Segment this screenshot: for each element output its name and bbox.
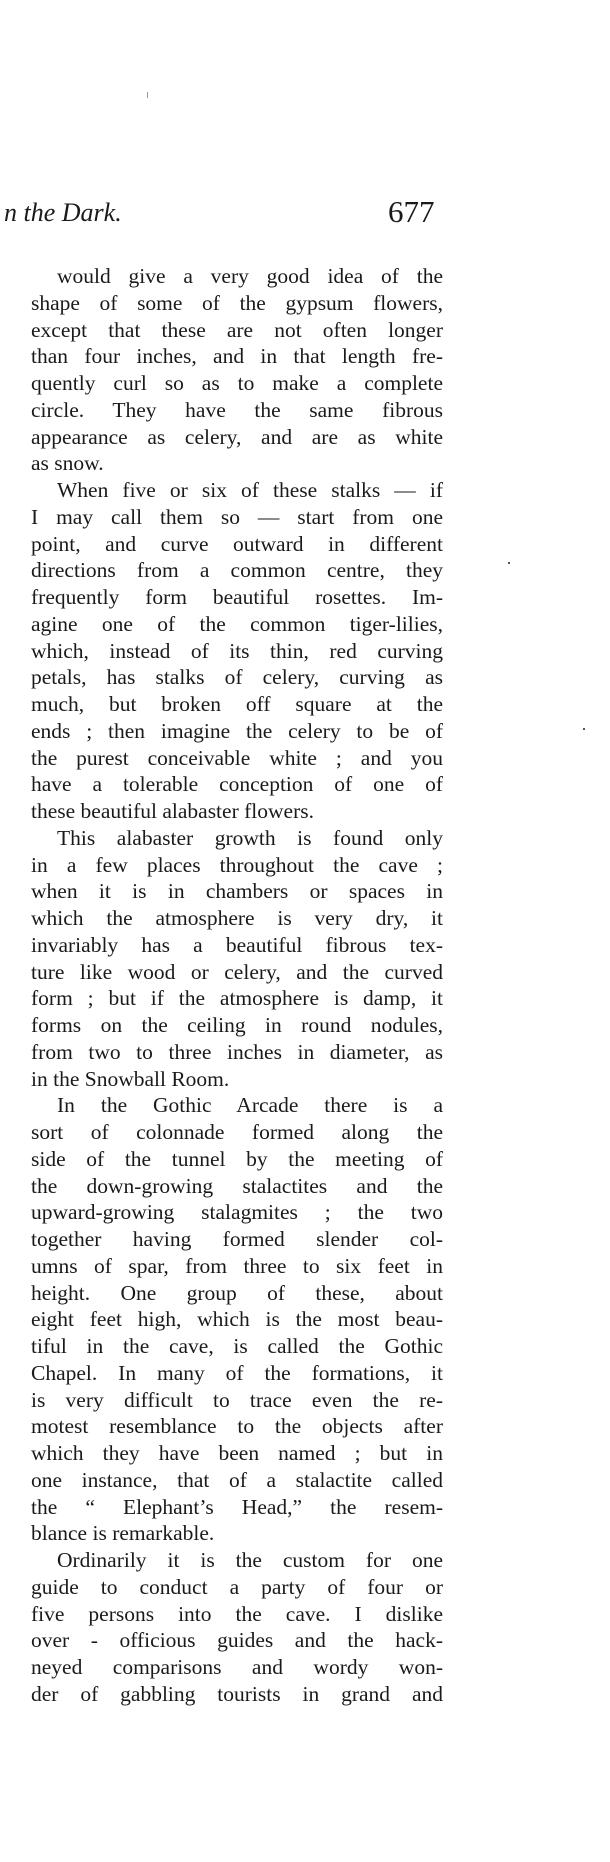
text-line: petals, has stalks of celery, curving as — [31, 665, 443, 690]
page-number: 677 — [388, 194, 435, 229]
text-line: appearance as celery, and are as white — [31, 424, 443, 449]
text-line: eight feet high, which is the most beau- — [31, 1307, 443, 1332]
body-text — [31, 263, 443, 1708]
text-line: side of the tunnel by the meeting of — [31, 1146, 443, 1171]
text-line: over - officious guides and the hack- — [31, 1628, 443, 1653]
text-line: shape of some of the gypsum flowers, — [31, 290, 443, 315]
text-line: when it is in chambers or spaces in — [31, 879, 443, 904]
text-line: together having formed slender col- — [31, 1227, 443, 1251]
running-head-title: n the Dark. — [4, 198, 122, 227]
text-line: which, instead of its thin, red curving — [31, 638, 443, 663]
paragraph — [31, 263, 443, 477]
text-line: Chapel. In many of the formations, it — [31, 1360, 443, 1385]
text-line: which the atmosphere is very dry, it — [31, 906, 443, 930]
text-line: guide to conduct a party of four or — [31, 1574, 443, 1599]
scan-speck — [147, 92, 148, 98]
text-line: the down-growing stalactites and the — [31, 1173, 443, 1198]
text-line: in the Snowball Room. — [31, 1066, 230, 1091]
paragraph — [31, 1092, 443, 1547]
paragraph — [31, 477, 443, 825]
text-line: the “ Elephant’s Head,” the resem- — [31, 1494, 443, 1519]
text-line: agine one of the common tiger-lilies, — [31, 611, 443, 636]
text-line: the purest conceivable white ; and you — [31, 745, 443, 770]
text-line: tiful in the cave, is called the Gothic — [31, 1334, 443, 1358]
text-line: in a few places throughout the cave ; — [31, 852, 443, 877]
scan-speck — [583, 728, 585, 730]
text-line: is very difficult to trace even the re- — [31, 1387, 443, 1412]
text-line: forms on the ceiling in round nodules, — [31, 1013, 443, 1037]
text-line: frequently form beautiful rosettes. Im- — [31, 585, 443, 609]
text-line: ends ; then imagine the celery to be of — [31, 718, 443, 743]
text-line: have a tolerable conception of one of — [31, 772, 443, 797]
paragraph — [31, 825, 443, 1093]
text-line: circle. They have the same fibrous — [31, 397, 443, 422]
text-line: which they have been named ; but in — [31, 1441, 443, 1465]
text-line: height. One group of these, about — [31, 1280, 443, 1305]
text-line: form ; but if the atmosphere is damp, it — [31, 986, 443, 1011]
text-line: these beautiful alabaster flowers. — [31, 799, 314, 823]
text-line: from two to three inches in diameter, as — [31, 1039, 443, 1064]
text-line: point, and curve outward in different — [31, 531, 443, 556]
text-line: motest resemblance to the objects after — [31, 1414, 443, 1439]
text-line: This alabaster growth is found only — [57, 825, 443, 850]
text-line: directions from a common centre, they — [31, 558, 443, 583]
text-line: ture like wood or celery, and the curved — [31, 959, 443, 984]
text-line: umns of spar, from three to six feet in — [31, 1253, 443, 1278]
text-line: as snow. — [31, 451, 104, 476]
text-line: invariably has a beautiful fibrous tex- — [31, 932, 443, 957]
text-line: neyed comparisons and wordy won- — [31, 1655, 443, 1679]
text-line: sort of colonnade formed along the — [31, 1120, 443, 1144]
text-line: except that these are not often longer — [31, 317, 443, 342]
text-line: der of gabbling tourists in grand and — [31, 1681, 443, 1706]
text-line: When five or six of these stalks — if — [57, 478, 443, 502]
text-line: one instance, that of a stalactite called — [31, 1467, 443, 1492]
text-line: blance is remarkable. — [31, 1521, 215, 1546]
text-line: In the Gothic Arcade there is a — [57, 1093, 443, 1118]
text-line: five persons into the cave. I dislike — [31, 1601, 443, 1626]
text-line: would give a very good idea of the — [57, 264, 443, 288]
text-line: Ordinarily it is the custom for one — [57, 1548, 443, 1572]
paragraph — [31, 1547, 443, 1708]
text-line: much, but broken off square at the — [31, 692, 443, 716]
text-line: upward-growing stalagmites ; the two — [31, 1200, 443, 1225]
text-line: I may call them so — start from one — [31, 504, 443, 529]
scan-speck — [508, 562, 510, 564]
text-line: quently curl so as to make a complete — [31, 371, 443, 395]
text-line: than four inches, and in that length fre- — [31, 344, 443, 369]
